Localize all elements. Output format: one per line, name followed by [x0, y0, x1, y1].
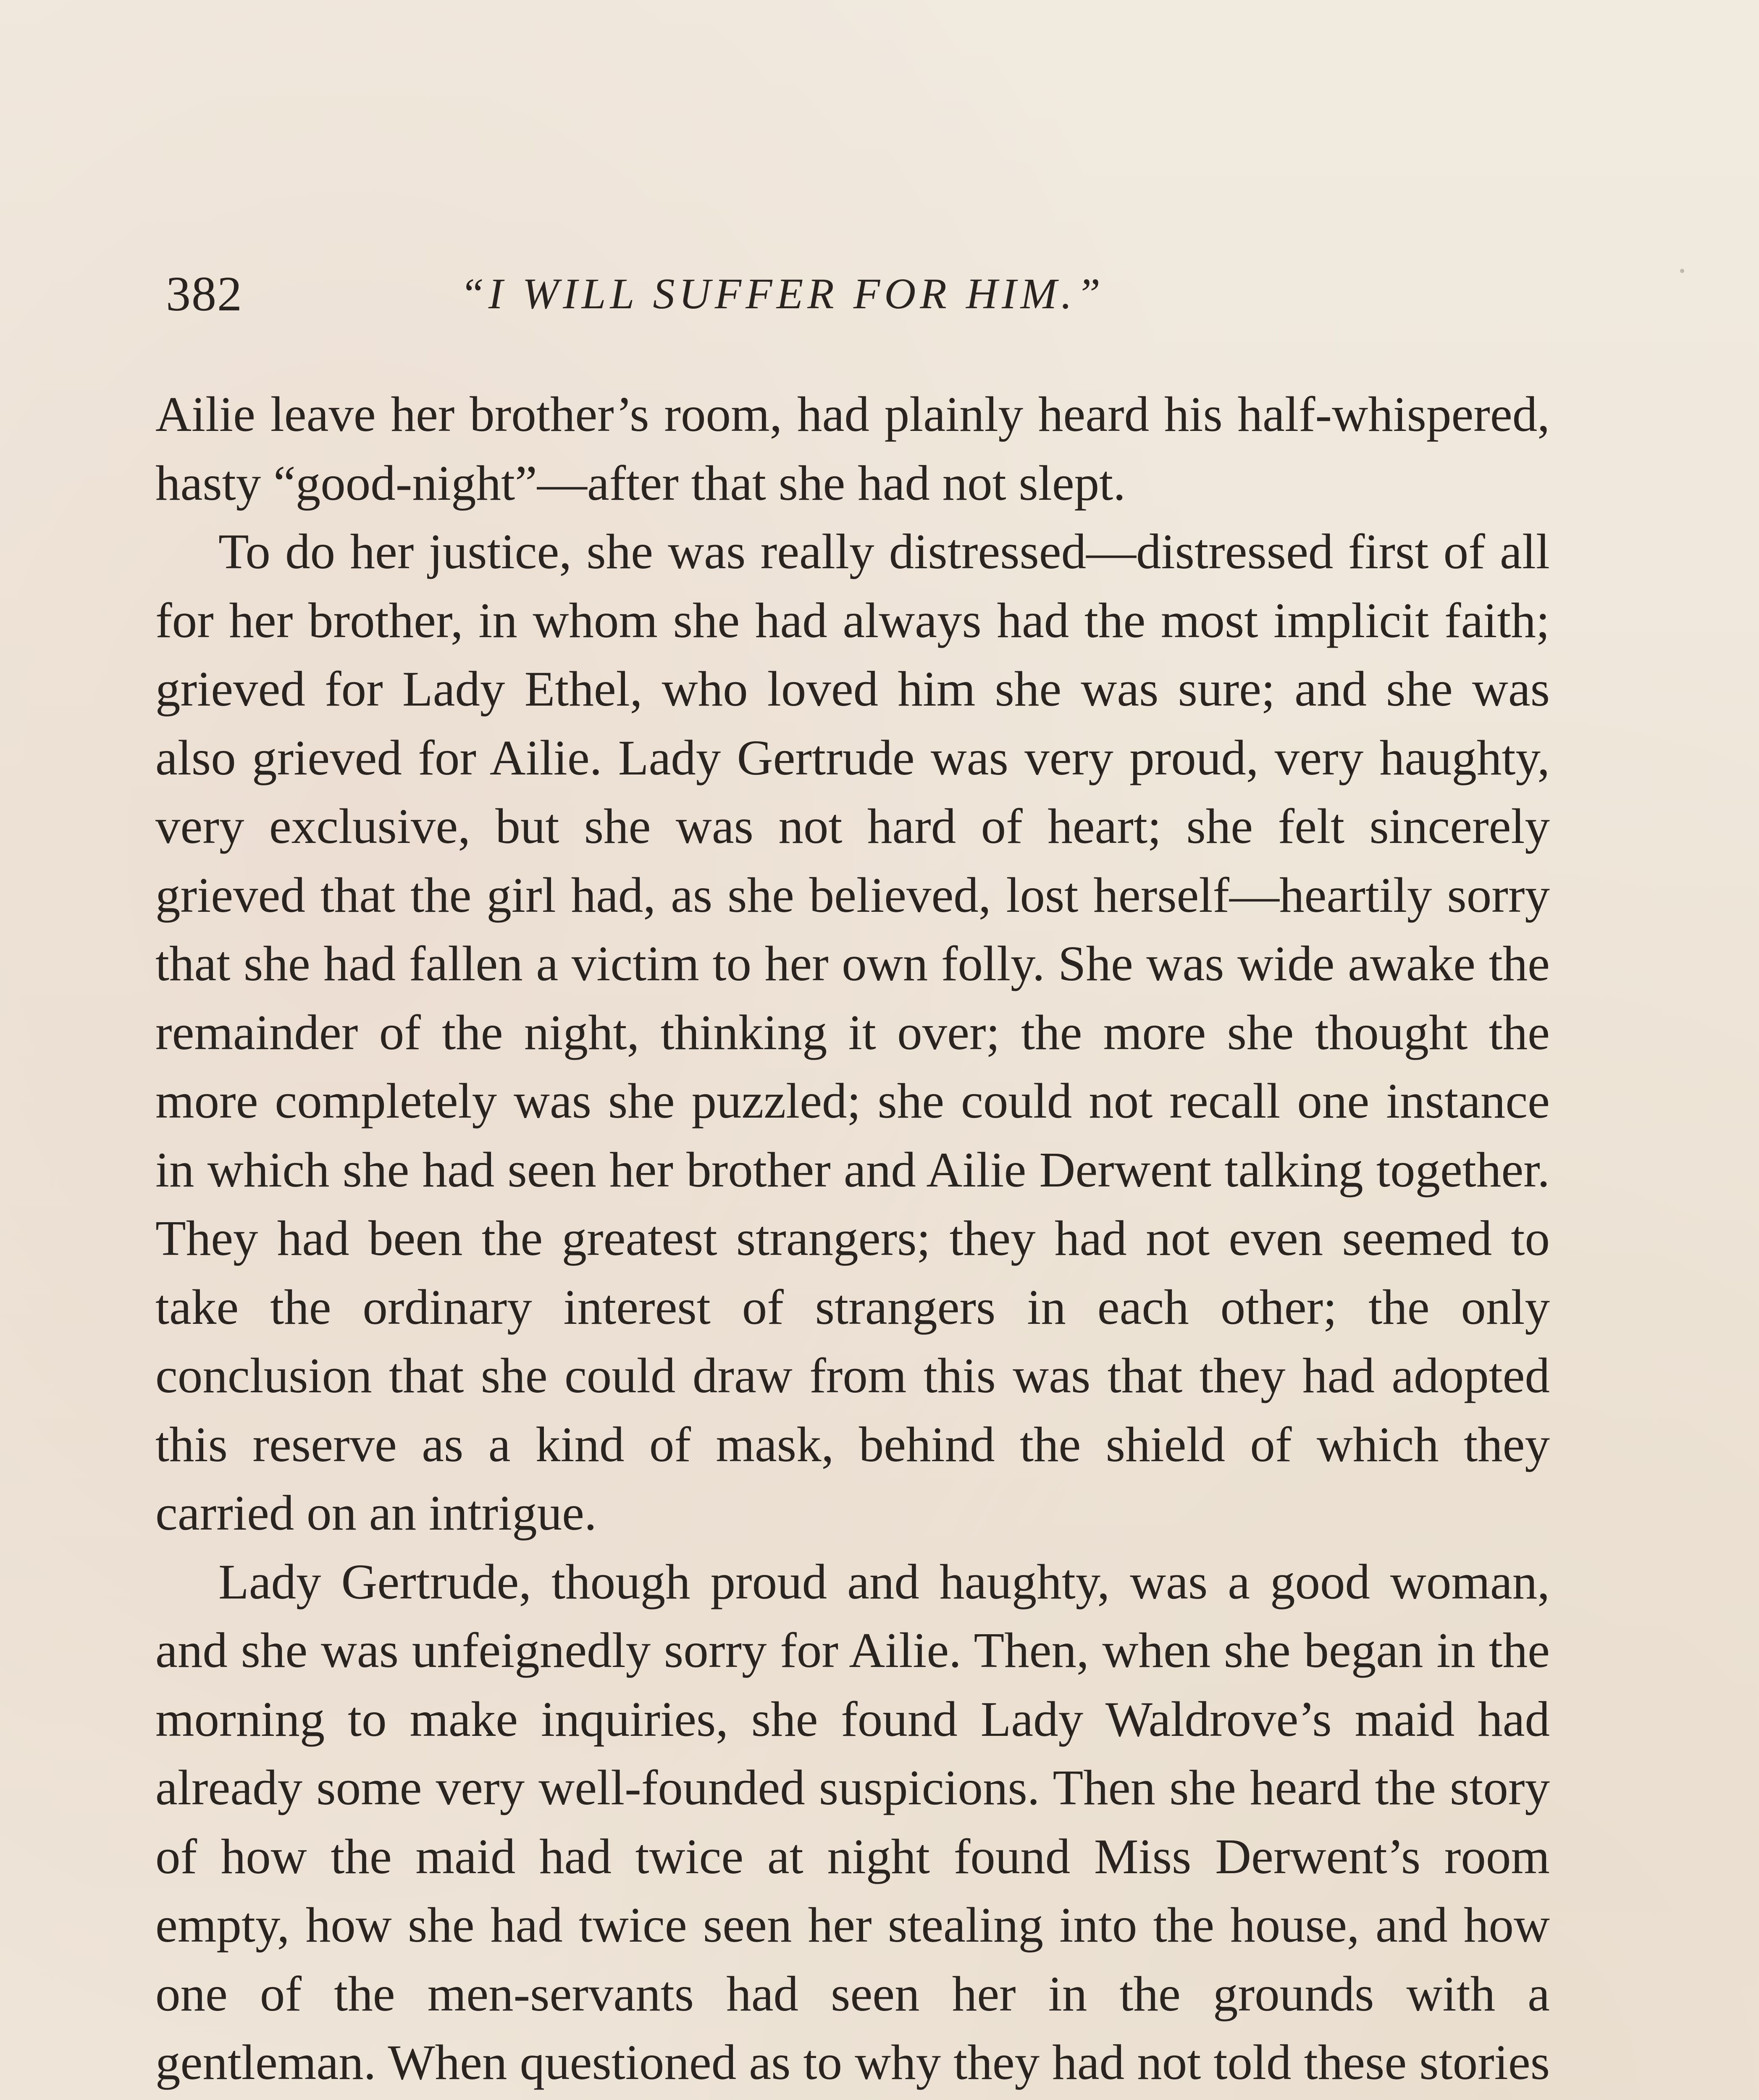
body-text — [155, 380, 1550, 2100]
paragraph: To do her justice, she was really distressed—distressed first of all for her brother, in whom she had always had the most implicit faith; grieved for Lady Ethel, who loved him she was sure; and she was also grieved for Ailie. Lady Gertrude was very proud, very haughty, very exclusive, but she was not hard of heart; she felt sincerely grieved that the girl had, as she believed, lost herself—heartily sorry that she had fallen a victim to her own folly. She was wide awake the remainder of the night, thinking it over; the more she thought the more completely was she puzzled; she could not recall one instance in which she had seen her brother and Ailie Derwent talking together. They had been the greatest strangers; they had not even seemed to take the ordinary interest of strangers in each other; the only conclusion that she could draw from this was that they had adopted this reserve as a kind of mask, behind the shield of which they carried on an intrigue. — [155, 524, 1550, 1541]
paragraph-continuation: Ailie leave her brother’s room, had plainly heard his half-whispered, hasty “good-night”—after that she had not slept. — [155, 386, 1550, 511]
paper-speck — [1680, 269, 1684, 273]
running-title: “I WILL SUFFER FOR HIM.” — [460, 270, 1105, 318]
paragraph: Lady Gertrude, though proud and haughty, was a good woman, and she was unfeignedly sorry for Ailie. Then, when she began in the morning to make inquiries, she found Lady Waldrove’s maid had already some very well-founded suspicions. Then she heard the story of how the maid had twice at night found Miss Derwent’s room empty, how she had twice seen her stealing into the house, and how one of the men-servants had seen her in the grounds with a gentleman. When questioned as to why they had not told these stories — [155, 1554, 1550, 2090]
page-header — [166, 258, 1560, 330]
page-number: 382 — [166, 266, 243, 321]
